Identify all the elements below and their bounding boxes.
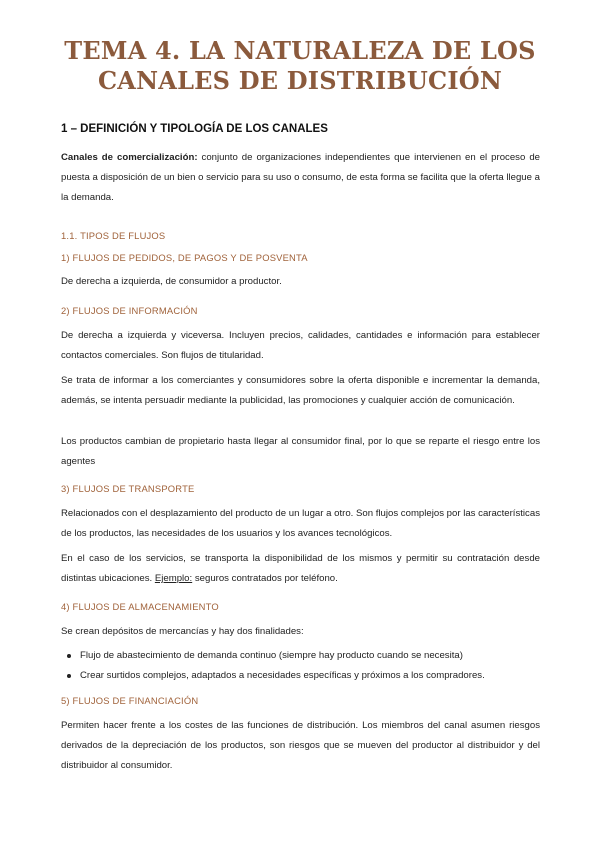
flujo-5-paragraph: Permiten hacer frente a los costes de las funciones de distribución. Los miembros del canal asumen riesgos derivados de la depreciación de los productos, son riesgos que se mueven del productor al distribuidor y del distribuidor al consumidor. xyxy=(61,720,540,771)
example-text: seguros contratados por teléfono. xyxy=(192,573,338,584)
flujo-3-title: 3) FLUJOS DE TRANSPORTE xyxy=(61,483,195,494)
flujo-4-paragraph: Se crean depósitos de mercancías y hay dos finalidades: xyxy=(61,626,304,637)
subsection-heading: 1.1. TIPOS DE FLUJOS xyxy=(61,230,166,241)
flujo-1-title: 1) FLUJOS DE PEDIDOS, DE PAGOS Y DE POSVENTA xyxy=(61,252,308,263)
flujo-2-paragraph-2: Se trata de informar a los comerciantes y consumidores sobre la oferta disponible e incrementar la demanda, además, se intenta persuadir mediante la publicidad, las promociones y cualquier acción de comunicación. xyxy=(61,375,540,406)
example-label: Ejemplo: xyxy=(154,573,193,584)
flujo-2-title: 2) FLUJOS DE INFORMACIÓN xyxy=(61,305,198,316)
flujo-4-title: 4) FLUJOS DE ALMACENAMIENTO xyxy=(61,601,219,612)
flujo-1-paragraph: De derecha a izquierda, de consumidor a productor. xyxy=(61,276,282,287)
bullet-icon xyxy=(67,654,71,658)
flujo-2-paragraph-3: Los productos cambian de propietario hasta llegar al consumidor final, por lo que se reparte el riesgo entre los agentes xyxy=(61,436,540,467)
definition-paragraph xyxy=(61,148,540,208)
definition-text: conjunto de organizaciones independientes que intervienen en el proceso de puesta a disposición de un bien o servicio para su uso o consumo, de esta forma se facilita que la oferta llegue a la demanda. xyxy=(61,152,540,203)
flujo-3-paragraph-1: Relacionados con el desplazamiento del producto de un lugar a otro. Son flujos complejos por las características de los productos, las necesidades de los usuarios y los avances tecnológicos. xyxy=(61,508,540,539)
flujo-5-title: 5) FLUJOS DE FINANCIACIÓN xyxy=(61,695,199,706)
page-title-line-2: CANALES DE DISTRIBUCIÓN xyxy=(98,66,502,95)
bullet-icon xyxy=(67,674,71,678)
flujo-4-list xyxy=(61,646,540,686)
flujo-3-paragraph-2 xyxy=(61,549,540,589)
section-heading: 1 – DEFINICIÓN Y TIPOLOGÍA DE LOS CANALES xyxy=(61,123,328,135)
list-item-text: Crear surtidos complejos, adaptados a necesidades específicas y próximos a los compradores. xyxy=(80,670,485,681)
flujo-3-paragraph-2-text: En el caso de los servicios, se transporta la disponibilidad de los mismos y permitir su contratación desde distintas ubicaciones. xyxy=(61,553,540,584)
page-title-line-1: TEMA 4. LA NATURALEZA DE LOS xyxy=(64,36,536,65)
list-item xyxy=(61,646,540,666)
flujo-2-paragraph-1: De derecha a izquierda y viceversa. Incluyen precios, calidades, cantidades e información para establecer contactos comerciales. Son flujos de titularidad. xyxy=(61,330,540,361)
list-item xyxy=(61,666,540,686)
definition-term: Canales de comercialización: xyxy=(61,152,198,163)
list-item-text: Flujo de abastecimiento de demanda continuo (siempre hay producto cuando se necesita) xyxy=(80,650,463,661)
